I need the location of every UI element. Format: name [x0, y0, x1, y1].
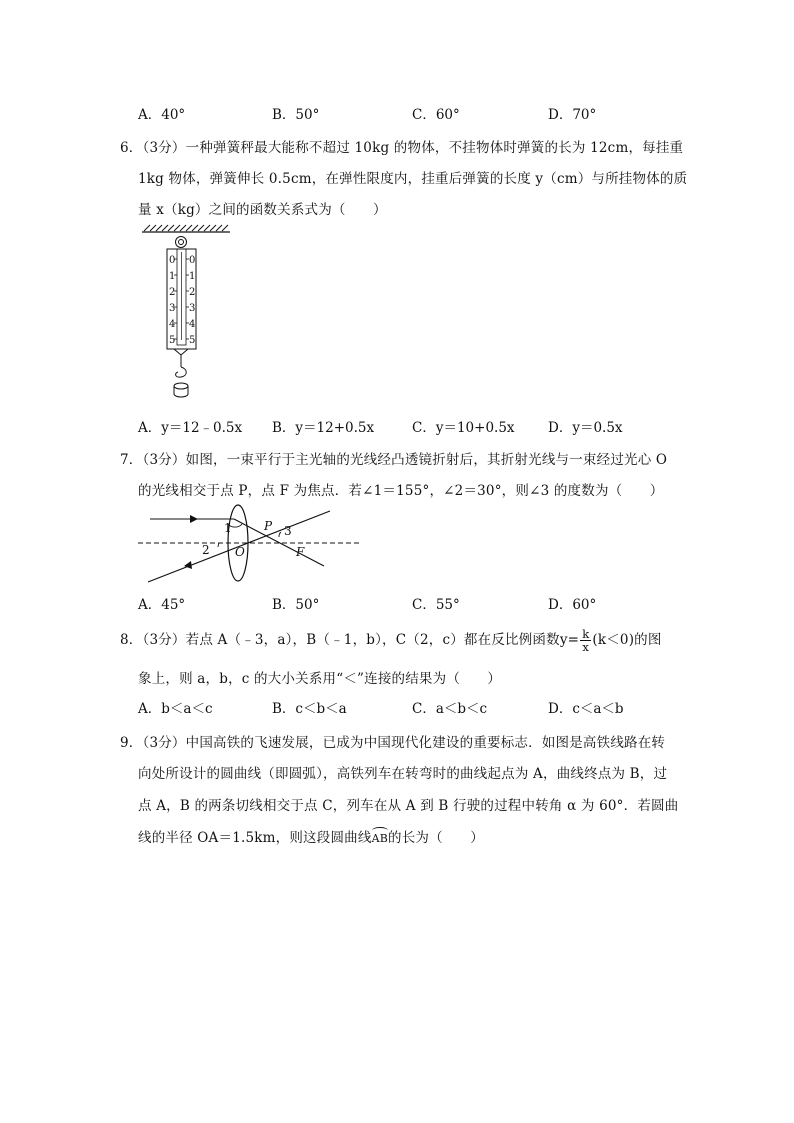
- q8-option-a: A．b＜a＜c: [138, 701, 213, 717]
- scale-left-1: 1: [169, 271, 176, 282]
- scale-right-0: 0: [189, 255, 196, 266]
- convex-lens-figure: [138, 502, 363, 587]
- scale-left-4: 4: [169, 319, 176, 330]
- q8-stem-line1: [120, 628, 662, 653]
- scale-right-3: 3: [189, 303, 196, 314]
- q9-stem-line3: 点 A，B 的两条切线相交于点 C，列车在从 A 到 B 行驶的过程中转角 α 为 60°．若圆曲: [138, 798, 679, 814]
- label-point-f: F: [296, 545, 305, 559]
- q8-option-b: B．c＜b＜a: [272, 701, 347, 717]
- label-angle-3: 3: [284, 524, 292, 538]
- q8-frac-numerator: k: [582, 627, 590, 641]
- q6-stem-line2: 1kg 物体，弹簧伸长 0.5cm，在弹性限度内，挂重后弹簧的长度 y（cm）与所挂物体的质: [138, 171, 688, 187]
- q5-option-b: B．50°: [272, 107, 320, 123]
- q7-option-d: D．60°: [548, 597, 597, 613]
- q6-option-b: B．y＝12+0.5x: [272, 420, 375, 436]
- q6-option-c: C．y＝10+0.5x: [412, 420, 515, 436]
- q5-option-d: D．70°: [548, 107, 597, 123]
- label-point-o: O: [235, 545, 245, 559]
- q9-arc-ab: AB: [371, 832, 388, 845]
- scale-left-3: 3: [169, 303, 176, 314]
- q7-stem-line1: 7．（3分）如图，一束平行于主光轴的光线经凸透镜折射后，其折射光线与一束经过光心 O: [120, 452, 668, 468]
- q9-stem-line1: 9．（3分）中国高铁的飞速发展，已成为中国现代化建设的重要标志．如图是高铁线路在转: [120, 735, 666, 751]
- q5-option-c: C．60°: [412, 107, 460, 123]
- scale-left-0: 0: [169, 255, 176, 266]
- q8-fraction: [580, 628, 591, 653]
- q7-stem-line2: 的光线相交于点 P，点 F 为焦点．若∠1＝155°，∠2＝30°，则∠3 的度数为（ ）: [138, 483, 664, 499]
- scale-left-5: 5: [169, 335, 176, 346]
- q6-option-d: D．y＝0.5x: [548, 420, 623, 436]
- q8-condition: (k＜0): [592, 632, 635, 648]
- q7-option-a: A．45°: [138, 597, 186, 613]
- q7-option-b: B．50°: [272, 597, 320, 613]
- q8-stem-tail: 的图: [634, 632, 662, 648]
- q9-stem-line2: 向处所设计的圆曲线（即圆弧），高铁列车在转弯时的曲线起点为 A，曲线终点为 B，过: [138, 766, 668, 782]
- scale-left-2: 2: [169, 287, 176, 298]
- scale-right-1: 1: [189, 271, 196, 282]
- q6-stem-line3: 量 x（kg）之间的函数关系式为（ ）: [138, 202, 387, 218]
- q6-stem-line1: 6．（3分）一种弹簧秤最大能称不超过 10kg 的物体，不挂物体时弹簧的长为 12cm，每挂重: [120, 140, 684, 156]
- q9-stem-text: 线的半径 OA＝1.5km，则这段圆曲线: [138, 830, 372, 846]
- q8-stem-text: 8．（3分）若点 A（﹣3，a），B（﹣1，b），C（2，c）都在反比例函数: [120, 632, 560, 648]
- scale-right-4: 4: [189, 319, 196, 330]
- spring-scale-figure: [138, 222, 238, 407]
- q8-stem-line2: 象上，则 a，b，c 的大小关系用“＜”连接的结果为（ ）: [138, 671, 502, 687]
- q9-stem-line4: [138, 826, 484, 846]
- scale-right-2: 2: [189, 287, 196, 298]
- scale-right-5: 5: [189, 335, 196, 346]
- q8-option-c: C．a＜b＜c: [412, 701, 488, 717]
- label-angle-1: 1: [224, 521, 232, 535]
- q9-stem-tail: 的长为（ ）: [388, 830, 484, 846]
- q5-option-a: A．40°: [138, 107, 186, 123]
- q8-y-equals: y=: [559, 632, 580, 648]
- q7-option-c: C．55°: [412, 597, 460, 613]
- q6-option-a: A．y＝12﹣0.5x: [138, 420, 243, 436]
- label-point-p: P: [264, 519, 273, 533]
- q8-frac-denominator: x: [582, 640, 590, 654]
- q8-option-d: D．c＜a＜b: [548, 701, 624, 717]
- label-angle-2: 2: [202, 543, 210, 557]
